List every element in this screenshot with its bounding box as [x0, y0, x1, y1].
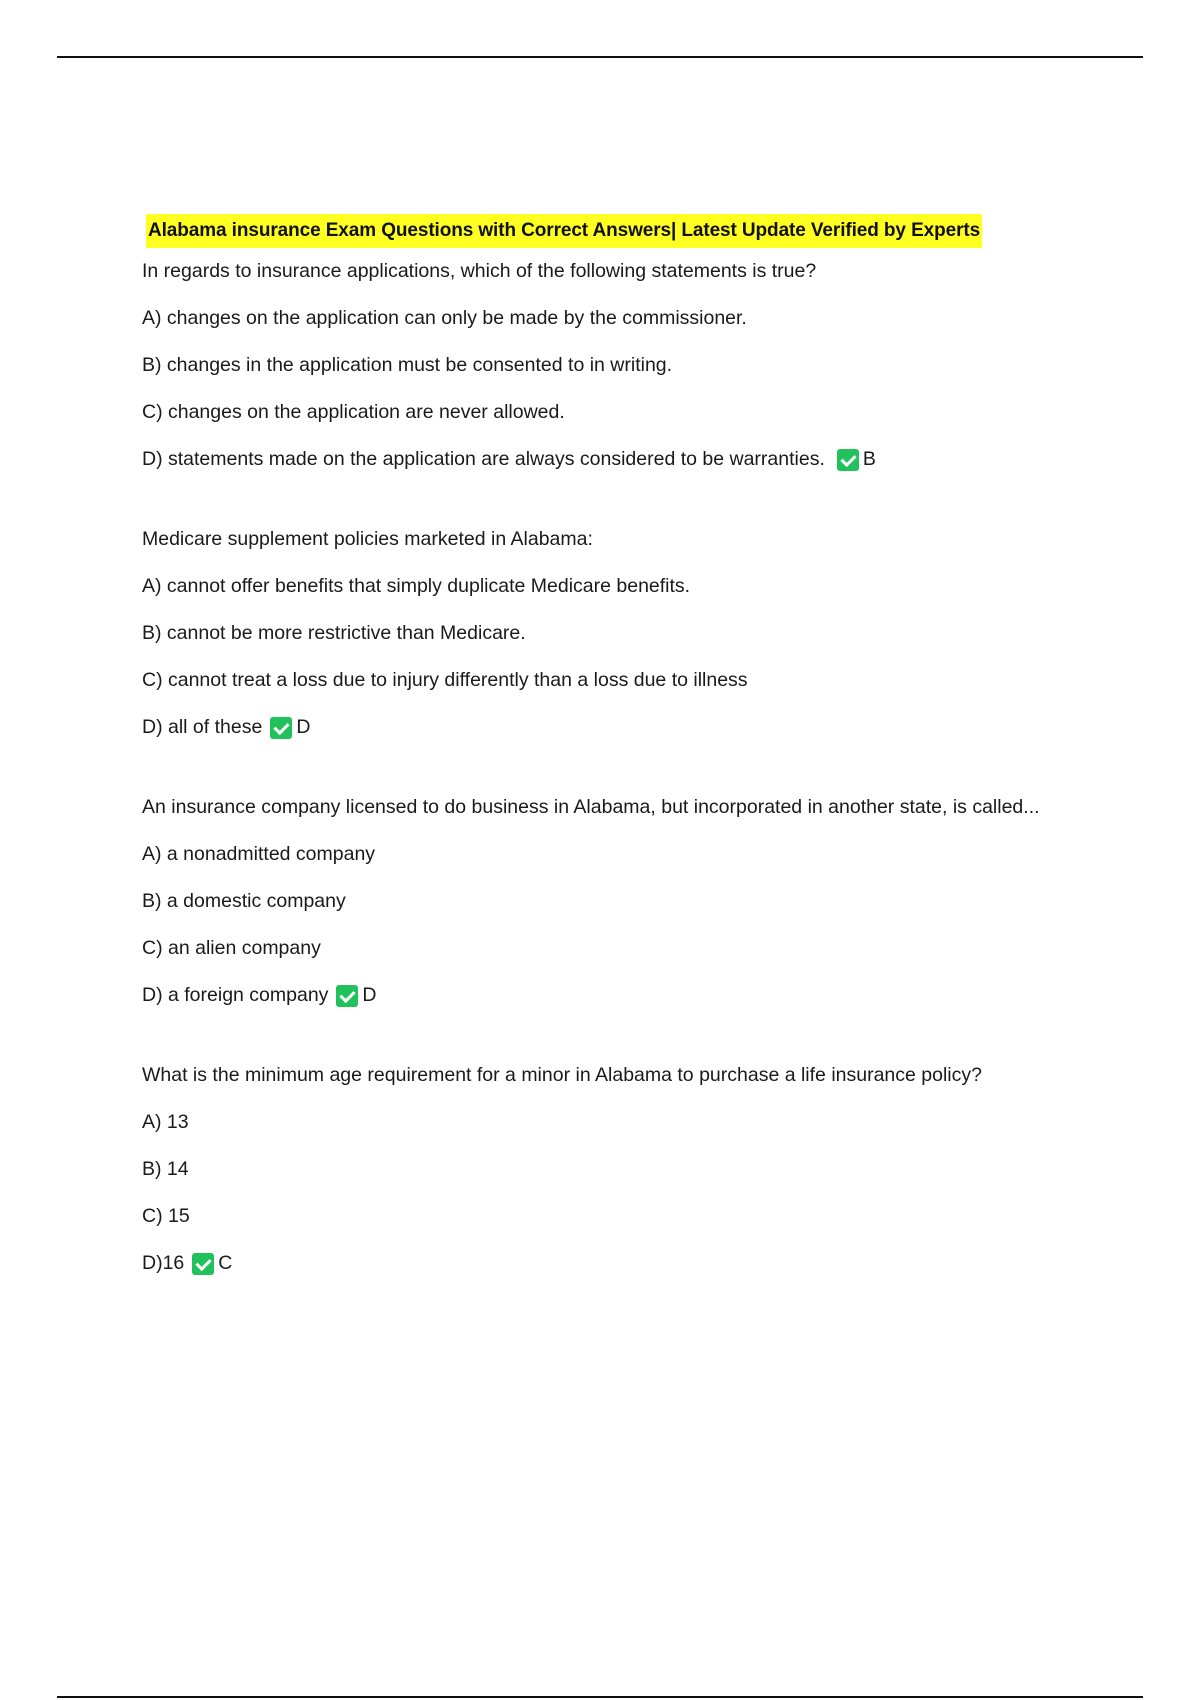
top-rule [57, 56, 1143, 58]
option-b: B) cannot be more restrictive than Medicare. [142, 622, 526, 644]
title-line [146, 214, 1062, 248]
correct-answer: D [362, 984, 377, 1006]
question-text: In regards to insurance applications, which of the following statements is true? [142, 260, 817, 282]
question-text: An insurance company licensed to do business in Alabama, but incorporated in another state, is called... [142, 796, 1040, 818]
correct-answer: C [218, 1252, 233, 1274]
green-checkmark-icon [336, 985, 358, 1007]
question-2 [142, 524, 1062, 743]
option-b: B) changes in the application must be consented to in writing. [142, 354, 673, 376]
option-d: D)16 C [142, 1248, 1062, 1279]
option-d: D) all of these D [142, 712, 1062, 743]
option-a: A) changes on the application can only be made by the commissioner. [142, 307, 747, 329]
document-body [142, 214, 1062, 1279]
bottom-rule [57, 1696, 1143, 1698]
option-a: A) a nonadmitted company [142, 843, 376, 865]
document-title: Alabama insurance Exam Questions with Correct Answers| Latest Update Verified by Experts [146, 214, 982, 248]
option-a: A) cannot offer benefits that simply duplicate Medicare benefits. [142, 575, 691, 597]
question-text: Medicare supplement policies marketed in Alabama: [142, 528, 593, 550]
option-b: B) a domestic company [142, 890, 346, 912]
question-4 [142, 1060, 1062, 1279]
question-text: What is the minimum age requirement for a minor in Alabama to purchase a life insurance policy? [142, 1064, 982, 1086]
green-checkmark-icon [192, 1253, 214, 1275]
green-checkmark-icon [837, 449, 859, 471]
correct-answer: B [862, 448, 876, 470]
option-c: C) an alien company [142, 937, 321, 959]
option-d: D) a foreign company D [142, 980, 1062, 1011]
question-1 [142, 256, 1062, 475]
option-b: B) 14 [142, 1158, 189, 1180]
green-checkmark-icon [270, 717, 292, 739]
option-c: C) changes on the application are never allowed. [142, 401, 565, 423]
option-a: A) 13 [142, 1111, 189, 1133]
option-c: C) cannot treat a loss due to injury differently than a loss due to illness [142, 669, 748, 691]
question-3 [142, 792, 1062, 1011]
option-d: D) statements made on the application are always considered to be warranties. B [142, 444, 1062, 475]
option-c: C) 15 [142, 1205, 190, 1227]
correct-answer: D [296, 716, 311, 738]
